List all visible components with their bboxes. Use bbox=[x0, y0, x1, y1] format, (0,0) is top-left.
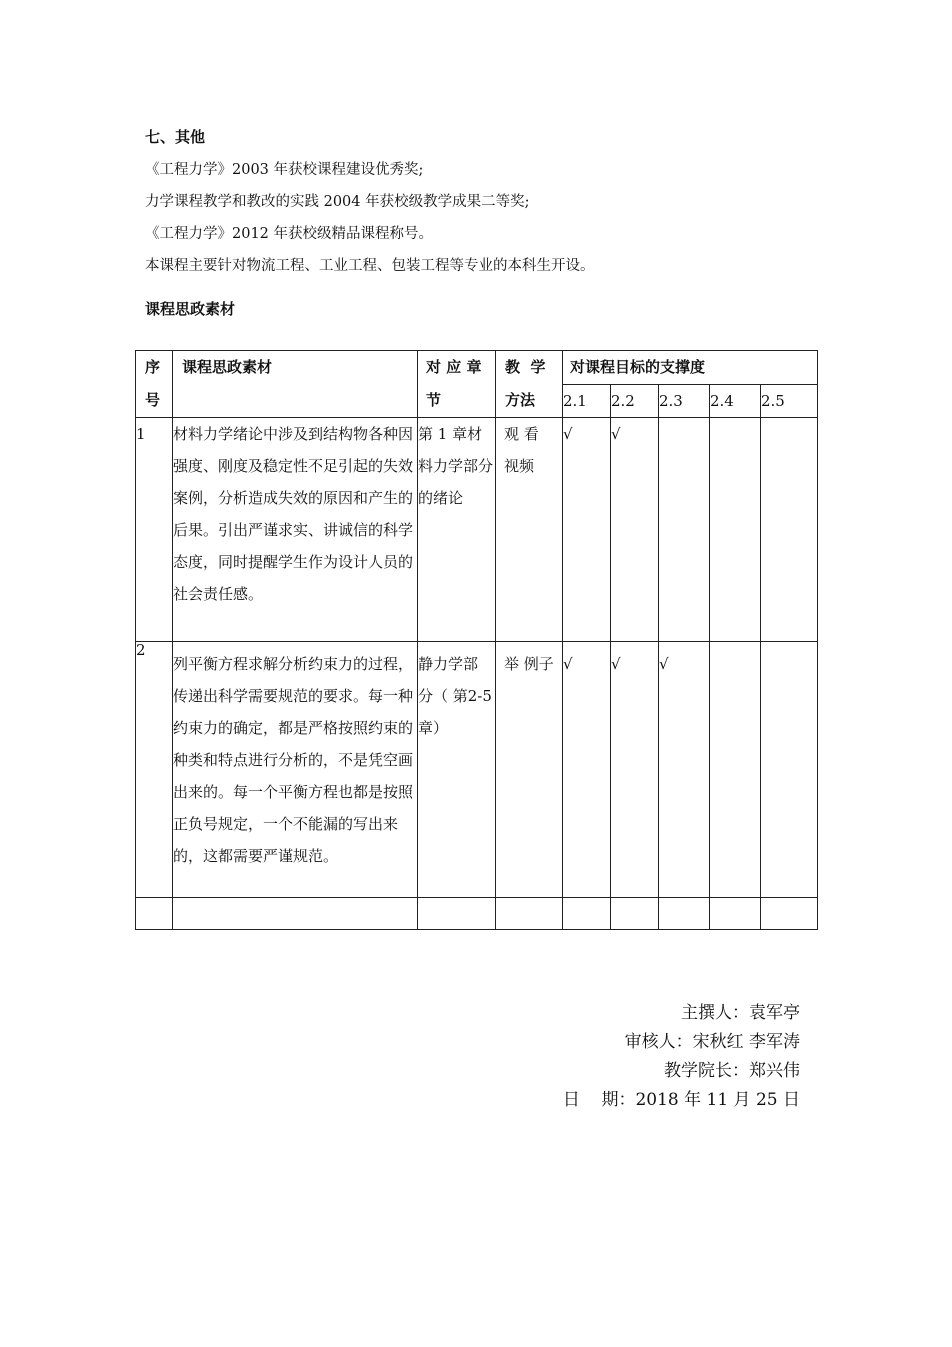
empty-cell bbox=[173, 898, 418, 930]
paragraph-2: 力学课程教学和教改的实践 2004 年获校级教学成果二等奖; bbox=[145, 194, 530, 210]
header-method bbox=[496, 351, 563, 418]
header-material: 课程思政素材 bbox=[173, 351, 418, 418]
empty-cell bbox=[136, 898, 173, 930]
row-check-2-3 bbox=[659, 418, 710, 642]
row-check-2-5 bbox=[761, 418, 818, 642]
empty-cell bbox=[563, 898, 611, 930]
materials-title: 课程思政素材 bbox=[145, 300, 236, 318]
row-check-2-5 bbox=[761, 642, 818, 898]
row-material: 列平衡方程求解分析约束力的过程，传递出科学需要规范的要求。每一种约束力的确定，都是严格按照约束的种类和特点进行分析的，不是凭空画出来的。每一个平衡方程也都是按照正负号规定，一个不能漏的写出来的，这都需要严谨规范。 bbox=[173, 642, 418, 898]
row-check-2-2: √ bbox=[611, 642, 659, 898]
header-chapter bbox=[418, 351, 496, 418]
row-check-2-4 bbox=[710, 418, 761, 642]
header-seq bbox=[136, 351, 173, 418]
header-method-line1: 教 学 bbox=[505, 358, 546, 376]
header-chapter-line2: 节 bbox=[426, 391, 442, 409]
empty-cell bbox=[418, 898, 496, 930]
signature-date: 日 期：2018 年 11 月 25 日 bbox=[562, 1090, 800, 1110]
section-title: 七、其他 bbox=[145, 128, 206, 146]
empty-cell bbox=[659, 898, 710, 930]
header-chapter-line1: 对 应 章 bbox=[426, 358, 482, 376]
paragraph-3: 《工程力学》2012 年获校级精品课程称号。 bbox=[145, 226, 434, 242]
row-method: 举 例子 bbox=[496, 642, 563, 898]
target-2-2: 2.2 bbox=[611, 385, 659, 418]
empty-cell bbox=[761, 898, 818, 930]
row-check-2-1: √ bbox=[563, 642, 611, 898]
row-method: 观 看 视频 bbox=[496, 418, 563, 642]
signature-dean: 教学院长：郑兴伟 bbox=[664, 1061, 800, 1081]
header-seq-line2: 号 bbox=[145, 391, 161, 409]
row-chapter: 静力学部 分（ 第2-5 章） bbox=[418, 642, 496, 898]
table-row-empty bbox=[136, 898, 818, 930]
header-seq-line1: 序 bbox=[145, 358, 161, 376]
table-row bbox=[136, 642, 818, 898]
row-check-2-2: √ bbox=[611, 418, 659, 642]
row-chapter: 第 1 章材料力学部分的绪论 bbox=[418, 418, 496, 642]
row-material: 材料力学绪论中涉及到结构物各种因强度、刚度及稳定性不足引起的失效案例，分析造成失效的原因和产生的后果。引出严谨求实、讲诚信的科学态度，同时提醒学生作为设计人员的社会责任感。 bbox=[173, 418, 418, 642]
target-2-3: 2.3 bbox=[659, 385, 710, 418]
empty-cell bbox=[611, 898, 659, 930]
table-row bbox=[136, 418, 818, 642]
signature-author: 主撰人：袁军亭 bbox=[681, 1003, 800, 1023]
paragraph-1: 《工程力学》2003 年获校课程建设优秀奖; bbox=[145, 162, 424, 178]
materials-table bbox=[135, 350, 818, 930]
target-2-5: 2.5 bbox=[761, 385, 818, 418]
target-2-4: 2.4 bbox=[710, 385, 761, 418]
paragraph-4: 本课程主要针对物流工程、工业工程、包装工程等专业的本科生开设。 bbox=[145, 258, 595, 274]
empty-cell bbox=[710, 898, 761, 930]
empty-cell bbox=[496, 898, 563, 930]
signature-reviewer: 审核人：宋秋红 李军涛 bbox=[624, 1032, 800, 1052]
header-row bbox=[136, 351, 818, 385]
row-check-2-3: √ bbox=[659, 642, 710, 898]
row-seq: 1 bbox=[136, 418, 173, 642]
header-method-line2: 方法 bbox=[505, 391, 536, 409]
target-2-1: 2.1 bbox=[563, 385, 611, 418]
row-seq: 2 bbox=[136, 642, 173, 898]
row-check-2-1: √ bbox=[563, 418, 611, 642]
header-support: 对课程目标的支撑度 bbox=[563, 351, 818, 385]
row-check-2-4 bbox=[710, 642, 761, 898]
